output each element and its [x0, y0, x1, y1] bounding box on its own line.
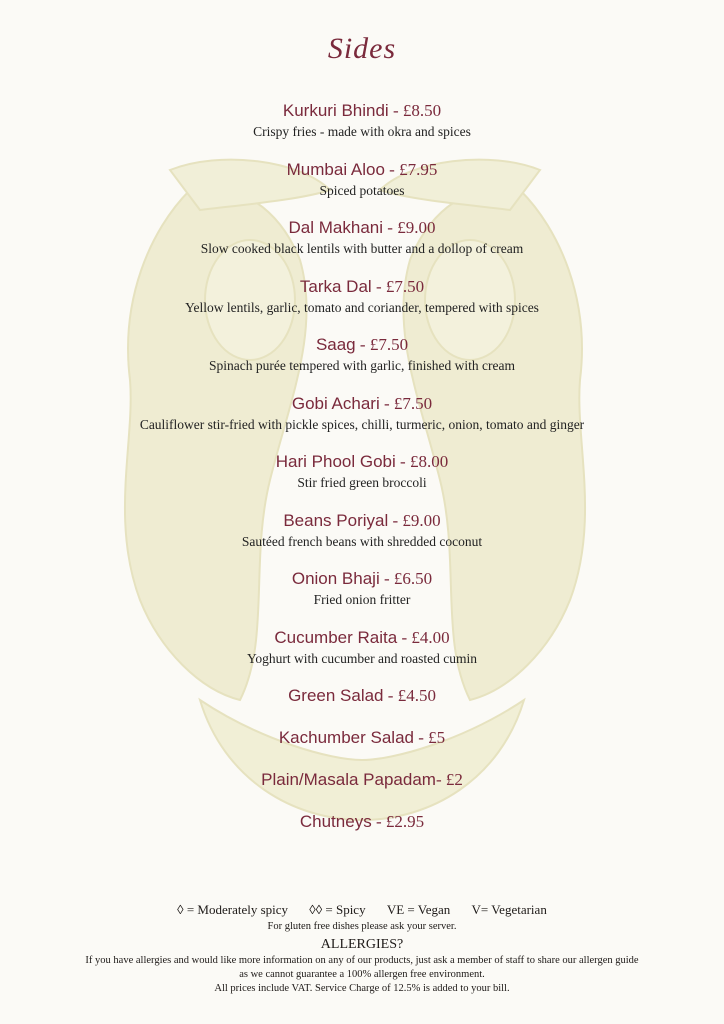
menu-item-name: Beans Poriyal — [283, 510, 389, 530]
spice-legend — [0, 900, 724, 920]
menu-item-price: £7.50 — [369, 335, 409, 354]
menu-item-price: £8.00 — [409, 452, 449, 471]
menu-item-name: Mumbai Aloo — [286, 159, 385, 179]
menu-item — [0, 393, 724, 452]
menu-item — [0, 627, 724, 686]
prices-note: All prices include VAT. Service Charge of 12.5% is added to your bill. — [214, 983, 510, 994]
legend-moderately-spicy: ◊ = Moderately spicy — [177, 902, 289, 917]
menu-item-heading — [0, 276, 724, 298]
menu-item — [0, 334, 724, 393]
price-separator: - — [379, 569, 394, 588]
menu-item-description: Spinach purée tempered with garlic, finished with cream — [209, 358, 515, 373]
allergies-heading: ALLERGIES? — [320, 937, 404, 952]
menu-item-price: £2.95 — [385, 812, 425, 831]
menu-item-name: Plain/Masala Papadam — [261, 770, 436, 789]
menu-item-description: Spiced potatoes — [319, 182, 405, 198]
menu-item-price: £7.95 — [399, 159, 438, 179]
menu-item-price: £9.00 — [402, 510, 441, 530]
menu-item-heading — [0, 727, 724, 749]
price-separator: - — [384, 159, 400, 179]
menu-item-description: Stir fried green broccoli — [297, 475, 427, 490]
menu-item-description: Slow cooked black lentils with butter and a dollop of cream — [200, 241, 524, 256]
menu-item-price: £8.50 — [402, 101, 442, 120]
menu-item-name: Kurkuri Bhindi — [282, 101, 389, 120]
menu-item-heading — [0, 334, 724, 356]
menu-item — [0, 568, 724, 627]
menu-item-price: £7.50 — [393, 393, 433, 413]
price-separator: - — [371, 276, 386, 296]
page-title: Sides — [327, 32, 397, 65]
menu-item-description: Yellow lentils, garlic, tomato and coriander, tempered with spices — [185, 299, 539, 315]
menu-item-heading — [0, 451, 724, 473]
menu-item-price: £5 — [428, 728, 446, 747]
menu-item-name: Green Salad — [288, 686, 384, 705]
menu-item-price: £4.50 — [397, 686, 436, 705]
price-separator: - — [383, 218, 398, 237]
menu-item-price: £4.00 — [411, 627, 450, 647]
price-separator: - — [435, 770, 446, 789]
menu-item — [0, 217, 724, 276]
menu-item-price: £2 — [445, 770, 463, 789]
menu-item-heading — [0, 393, 724, 415]
price-separator: - — [383, 686, 398, 705]
menu-item-description: Sautéed french beans with shredded coconut — [241, 533, 483, 549]
legend-vegetarian: V= Vegetarian — [471, 902, 547, 917]
allergies-text-1: If you have allergies and would like more information on any of our products, just ask a member of staff to share our allergen guide — [85, 955, 639, 966]
menu-item-description: Crispy fries - made with okra and spices — [253, 124, 471, 139]
menu-item-heading — [0, 685, 724, 707]
menu-item-heading — [0, 627, 724, 649]
menu-item — [0, 769, 724, 811]
price-separator: - — [379, 393, 394, 413]
price-separator: - — [371, 812, 386, 831]
price-separator: - — [395, 452, 410, 471]
menu-item-heading — [0, 159, 724, 181]
price-separator: - — [355, 335, 370, 354]
menu-item-name: Chutneys — [299, 812, 372, 831]
menu-item-name: Dal Makhani — [288, 218, 384, 237]
legend-spicy: ◊◊ = Spicy — [309, 902, 366, 917]
menu-item-heading — [0, 100, 724, 122]
price-separator: - — [397, 627, 412, 647]
menu-item — [0, 811, 724, 853]
menu-items — [0, 100, 724, 853]
menu-item — [0, 159, 724, 218]
menu-item-price: £6.50 — [393, 569, 433, 588]
menu-item — [0, 451, 724, 510]
menu-item-description: Cauliflower stir-fried with pickle spices, chilli, turmeric, onion, tomato and ginger — [139, 416, 585, 432]
menu-item-heading — [0, 217, 724, 239]
menu-item-name: Hari Phool Gobi — [275, 452, 396, 471]
menu-item — [0, 100, 724, 159]
menu-item-price: £7.50 — [385, 276, 425, 296]
menu-item-name: Saag — [315, 335, 356, 354]
price-separator: - — [388, 510, 403, 530]
menu-item-name: Onion Bhaji — [291, 569, 380, 588]
menu-item — [0, 510, 724, 569]
allergies-text-2: as we cannot guarantee a 100% allergen free environment. — [239, 969, 485, 980]
footer — [0, 900, 724, 996]
legend-vegan: VE = Vegan — [386, 902, 451, 917]
menu-item — [0, 685, 724, 727]
gluten-note: For gluten free dishes please ask your server. — [267, 921, 457, 932]
menu-item-heading — [0, 769, 724, 791]
menu-item-description: Yoghurt with cucumber and roasted cumin — [247, 650, 477, 666]
menu-item-name: Tarka Dal — [299, 276, 372, 296]
menu-item-heading — [0, 811, 724, 833]
menu-item-description: Fried onion fritter — [313, 592, 411, 607]
menu-item-name: Cucumber Raita — [274, 627, 398, 647]
price-separator: - — [413, 728, 429, 747]
menu-item-name: Gobi Achari — [291, 393, 380, 413]
menu-item — [0, 276, 724, 335]
menu-item-heading — [0, 568, 724, 590]
menu-item-price: £9.00 — [397, 218, 436, 237]
menu-item — [0, 727, 724, 769]
menu-item-heading — [0, 510, 724, 532]
price-separator: - — [388, 101, 403, 120]
menu-item-name: Kachumber Salad — [278, 728, 414, 747]
